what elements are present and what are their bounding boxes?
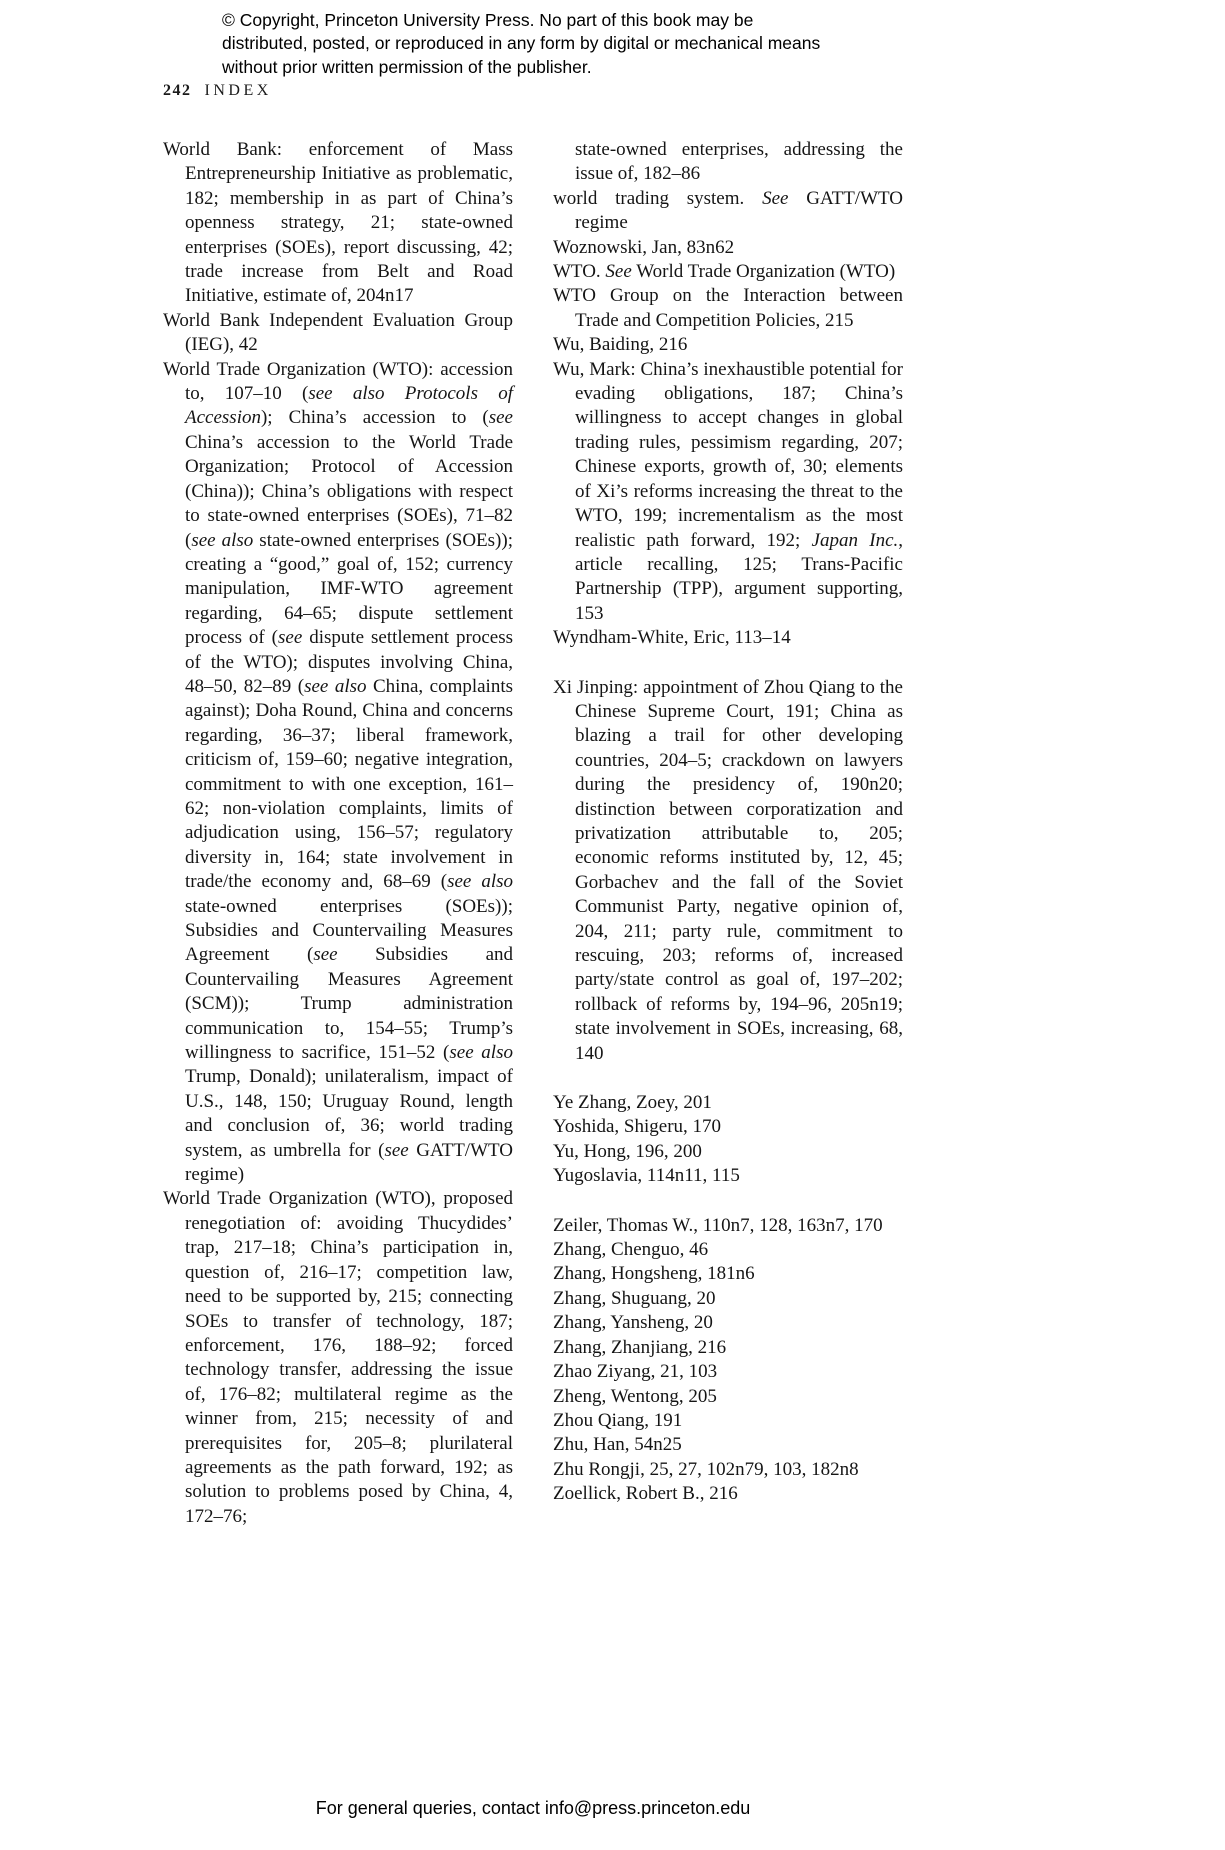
index-entry-group — [553, 676, 903, 1067]
index-entry-group — [553, 1214, 903, 1507]
index-entry: World Bank: enforcement of Mass Entrepreneurship Initiative as problematic, 182; membership in as part of China’s openness strategy, 21; state-owned enterprises (SOEs), report discussing, 42; trade increase from Belt and Road Initiative, estimate of, 204n17 — [163, 139, 513, 307]
page-header — [163, 82, 272, 100]
index-entry: Woznowski, Jan, 83n62 — [553, 236, 735, 258]
index-entry: Zhang, Shuguang, 20 — [553, 1287, 716, 1309]
index-entry: Ye Zhang, Zoey, 201 — [553, 1092, 712, 1114]
index-entry: World Trade Organization (WTO): accession to, 107–10 (see also Protocols of Accession); China’s accession to (see China’s accession to the World Trade Organization; Protocol of Accession (China)); China’s obligations with respect to state-owned enterprises (SOEs), 71–82 (see also state-owned enterprises (SOEs)); creating a “good,” goal of, 152; currency manipulation, IMF-WTO agreement regarding, 64–65; dispute settlement process of (see dispute settlement process of the WTO); disputes involving China, 48–50, 82–89 (see also China, complaints against); Doha Round, China and concerns regarding, 36–37; liberal framework, criticism of, 159–60; negative integration, commitment to with one exception, 161–62; non-violation complaints, limits of adjudication using, 156–57; regulatory diversity in, 164; state involvement in trade/the economy and, 68–69 (see also state-owned enterprises (SOEs)); Subsidies and Countervailing Measures Agreement (see Subsidies and Countervailing Measures Agreement (SCM)); Trump administration communication to, 154–55; Trump’s willingness to sacrifice, 151–52 (see also Trump, Donald); unilateralism, impact of U.S., 148, 150; Uruguay Round, length and conclusion of, 36; world trading system, as umbrella for (see GATT/WTO regime) — [163, 358, 514, 1186]
index-columns — [163, 138, 903, 1529]
index-entry: Zhu, Han, 54n25 — [553, 1434, 682, 1456]
index-entry: Zeiler, Thomas W., 110n7, 128, 163n7, 170 — [553, 1214, 883, 1236]
index-entry: Zhou Qiang, 191 — [553, 1409, 683, 1431]
index-entry: Zhang, Hongsheng, 181n6 — [553, 1263, 755, 1285]
index-entry: Wu, Mark: China’s inexhaustible potential for evading obligations, 187; China’s willingness to accept changes in global trading rules, pessimism regarding, 207; Chinese exports, growth of, 30; elements of Xi’s reforms increasing the threat to the WTO, 199; incrementalism as the most realistic path forward, 192; Japan Inc., article recalling, 125; Trans-Pacific Partnership (TPP), argument supporting, 153 — [553, 358, 903, 624]
index-entry: World Bank Independent Evaluation Group (IEG), 42 — [163, 309, 513, 356]
index-entry: World Trade Organization (WTO), proposed renegotiation of: avoiding Thucydides’ trap, 217–18; China’s participation in, question of, 216–17; competition law, need to be supported by, 215; connecting SOEs to transfer of technology, 187; enforcement, 176, 188–92; forced technology transfer, addressing the issue of, 176–82; multilateral regime as the winner from, 215; necessity of and prerequisites for, 205–8; plurilateral agreements as the path forward, 192; as solution to problems posed by China, 4, 172–76; — [163, 1188, 513, 1527]
footer-contact: For general queries, contact info@press.princeton.edu — [315, 1798, 751, 1818]
index-entry: Yugoslavia, 114n11, 115 — [553, 1165, 740, 1187]
index-entry: WTO Group on the Interaction between Trade and Competition Policies, 215 — [553, 285, 903, 331]
index-entry: Yu, Hong, 196, 200 — [553, 1140, 702, 1162]
page-number: 242 — [163, 82, 192, 99]
index-entry-group — [553, 1091, 903, 1189]
index-entry: Zhu Rongji, 25, 27, 102n79, 103, 182n8 — [553, 1458, 859, 1480]
index-entry: state-owned enterprises, addressing the issue of, 182–86 — [575, 139, 903, 185]
index-entry: Zhao Ziyang, 21, 103 — [553, 1361, 718, 1383]
index-entry: Zhang, Zhanjiang, 216 — [553, 1336, 727, 1358]
index-entry: WTO. See World Trade Organization (WTO) — [553, 261, 896, 283]
index-entry-group — [163, 138, 513, 1529]
index-entry: Zoellick, Robert B., 216 — [553, 1483, 738, 1505]
index-entry: world trading system. See GATT/WTO regime — [553, 187, 903, 234]
index-entry: Wu, Baiding, 216 — [553, 334, 688, 356]
index-entry-group — [553, 138, 903, 651]
index-entry: Zhang, Yansheng, 20 — [553, 1312, 713, 1334]
section-title: INDEX — [204, 82, 272, 99]
index-entry: Zhang, Chenguo, 46 — [553, 1239, 709, 1261]
index-entry: Zheng, Wentong, 205 — [553, 1385, 717, 1407]
index-entry: Yoshida, Shigeru, 170 — [553, 1116, 722, 1138]
copyright-notice: © Copyright, Princeton University Press. No part of this book may be distributed, posted, or reproduced in any form by digital or mechanical means without prior written permission of the publisher. — [222, 10, 821, 77]
index-entry: Wyndham-White, Eric, 113–14 — [553, 627, 791, 649]
index-column-left — [163, 138, 513, 1529]
index-column-right — [553, 138, 903, 1529]
index-entry: Xi Jinping: appointment of Zhou Qiang to the Chinese Supreme Court, 191; China as blazing a trail for other developing countries, 204–5; crackdown on lawyers during the presidency of, 190n20; distinction between corporatization and privatization attributable to, 205; economic reforms instituted by, 12, 45; Gorbachev and the fall of the Soviet Communist Party, negative opinion of, 204, 211; party rule, commitment to rescuing, 203; reforms of, increased party/state control as goal of, 197–202; rollback of reforms by, 194–96, 205n19; state involvement in SOEs, increasing, 68, 140 — [553, 676, 903, 1064]
